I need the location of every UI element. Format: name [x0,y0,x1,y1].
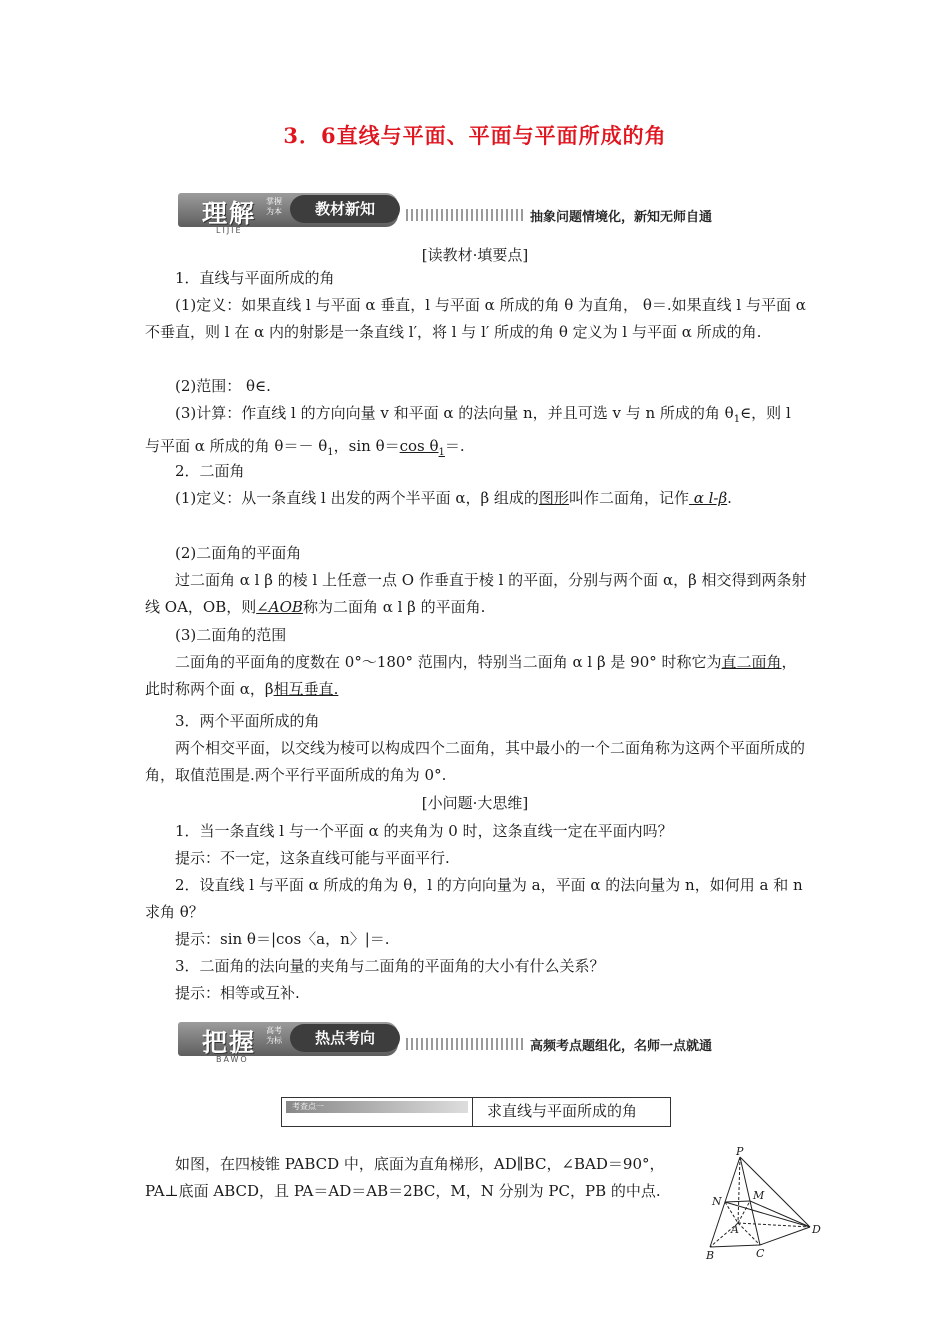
s2-plane-angle-desc [145,567,807,621]
banner-oval-text: 热点考向 [290,1024,400,1052]
s2-range-desc [145,649,807,703]
banner-big-text: 把握 [202,1028,257,1057]
edge-nm [725,1201,750,1202]
s1-calc-a: (3)计算：作直线 l 的方向向量 v 和平面 α 的法向量 n，并且可选 v 与 n 所成的角 θ [175,404,734,422]
s2-def-c: 叫作二面角，记作 [568,489,689,507]
banner-small-text: 高考为标 [266,1026,282,1045]
topic-divider [472,1098,473,1126]
s2-rd-a: 二面角的平面角的度数在 0°～180° 范围内，特别当二面角 α l β 是 90° 时称它为 [175,653,722,671]
banner-stripes [406,209,526,221]
s2-rd-b: 直二面角 [721,653,782,671]
s1-calc-b: ∈，则 l 与平面 α 所成的角 θ＝－ θ [145,404,791,455]
s1-calc-e: ＝. [444,437,465,455]
section-banner-understand [178,193,848,235]
question-2: 2．设直线 l 与平面 α 所成的角为 θ，l 的方向向量为 a，平面 α 的法向量为 n，如何用 a 和 n 求角 θ？ [145,876,803,921]
topic-title: 求直线与平面所成的角 [487,1102,638,1120]
banner-small-text: 掌握为本 [266,197,282,216]
label-m: M [753,1189,765,1202]
label-b: B [706,1249,715,1262]
s3-heading: 3．两个平面所成的角 [175,712,320,730]
s2-definition [145,485,807,512]
topic-box [281,1097,671,1127]
s2-def-a: (1)定义：从一条直线 l 出发的两个半平面 α，β 组成的 [175,489,539,507]
s2-heading: 2．二面角 [175,462,245,480]
answer-2: 提示：sin θ＝|cos〈a，n〉|＝. [175,930,390,948]
label-c: C [756,1247,765,1260]
topic-label: 考查点一 [286,1101,468,1113]
s2-pad-a: 过二面角 α l β 的棱 l 上任意一点 O 作垂直于棱 l 的平面，分别与两个面 α，β 相交得到两条射线 OA，OB，则 [145,571,807,616]
label-a: A [731,1223,739,1236]
s2-plane-angle: (2)二面角的平面角 [175,544,302,562]
edge-pa [738,1157,740,1223]
s2-rd-c: ，此时称两个面 α，β [145,653,797,698]
label-n: N [712,1195,722,1208]
s1-calc-d: cos θ [399,437,439,455]
s1-range: (2)范围： θ∈. [175,377,271,395]
page-title: 3．6直线与平面、平面与平面所成的角 [283,123,667,148]
edge-am [738,1201,750,1223]
s1-calc-c: ，sin θ＝ [333,437,400,455]
question-1: 1．当一条直线 l 与一个平面 α 的夹角为 0 时，这条直线一定在平面内吗？ [175,822,673,840]
section-banner-master [178,1022,848,1064]
question-3: 3．二面角的法向量的夹角与二面角的平面角的大小有什么关系？ [175,957,605,975]
s2-def-e: . [727,489,732,507]
banner-pinyin: LIJIE [216,226,243,235]
answer-3: 提示：相等或互补. [175,984,300,1002]
s2-def-d: α l-β [688,489,728,507]
banner-big-text: 理解 [202,199,257,228]
s1-definition: (1)定义：如果直线 l 与平面 α 垂直，l 与平面 α 所成的角 θ 为直角， θ＝.如果直线 l 与平面 α 不垂直，则 l 在 α 内的射影是一条直线 l′，将 l 与 l′ 所成的角 θ 定义为 l 与平面 α 所成的角. [145,296,806,341]
label-d: D [812,1223,821,1236]
s1-heading: 1．直线与平面所成的角 [175,269,335,287]
banner-oval-text: 教材新知 [290,195,400,223]
s3-desc: 两个相交平面，以交线为棱可以构成四个二面角，其中最小的一个二面角称为这两个平面所成的角，取值范围是.两个平行平面所成的角为 0°. [145,739,806,784]
banner-slogan: 高频考点题组化，名师一点就通 [530,1039,713,1054]
pyramid-figure [700,1145,825,1263]
example-problem: 如图，在四棱锥 PABCD 中，底面为直角梯形，AD∥BC，∠BAD＝90°，PA⊥底面 ABCD，且 PA＝AD＝AB＝2BC，M，N 分别为 PC，PB 的中点. [145,1155,665,1200]
s2-rd-d: 相互垂直. [273,680,339,698]
s2-pad-c: 称为二面角 α l β 的平面角. [302,598,486,616]
section-heading-questions: [小问题·大思维] [421,794,529,812]
section-heading-read: [读教材·填要点] [421,246,529,264]
banner-stripes [406,1038,526,1050]
answer-1: 提示：不一定，这条直线可能与平面平行. [175,849,450,867]
s2-range-heading: (3)二面角的范围 [175,626,287,644]
edge-md [750,1201,810,1227]
s1-calc: (3)计算：作直线 l 的方向向量 v 和平面 α 的法向量 n，并且可选 v 与 n 所成的角 $\theta_1\in$，则 l 与平面 α 所成的角 $\theta=- \theta_1$，sin θ＝cos $\theta_1=$. [145,404,791,458]
edge-cd [760,1227,810,1245]
banner-slogan: 抽象问题情境化，新知无师自通 [530,210,713,225]
edge-ac [738,1223,760,1245]
s2-pad-b: ∠AOB [256,598,303,616]
edge-bc [710,1245,760,1247]
s2-def-b: 图形 [538,489,569,507]
label-p: P [736,1145,744,1158]
banner-pinyin: BAWO [216,1055,249,1064]
